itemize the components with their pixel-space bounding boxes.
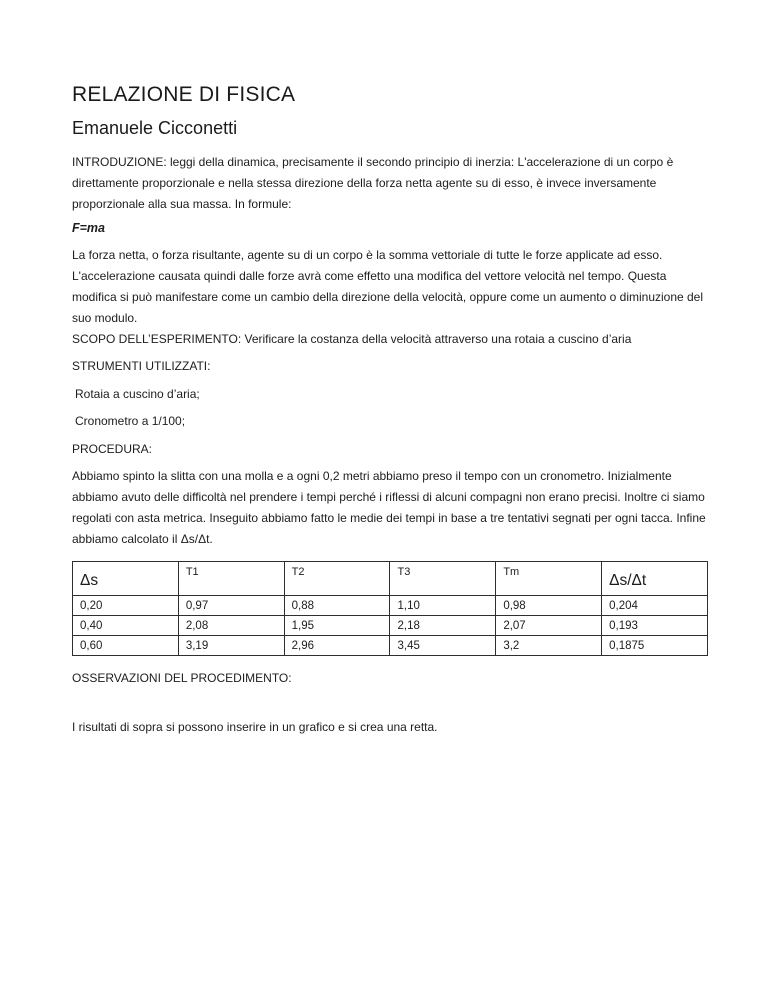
table-cell: 1,95 [284,616,390,636]
procedura-heading: PROCEDURA: [72,442,153,456]
table-cell: 0,204 [602,596,708,616]
table-row [73,636,708,656]
table-header-t2: T2 [284,562,390,596]
table-cell: 0,98 [496,596,602,616]
author-name: Emanuele Cicconetti [72,118,238,138]
table-cell: 2,96 [284,636,390,656]
table-cell: 3,19 [178,636,284,656]
strumenti-heading: STRUMENTI UTILIZZATI: [72,359,211,373]
table-header-delta-s: Δs [73,562,179,596]
table-cell: 3,2 [496,636,602,656]
procedura-paragraph: Abbiamo spinto la slitta con una molla e a ogni 0,2 metri abbiamo preso il tempo con un cronometro. Inizialmente abbiamo avuto delle difficoltà nel prendere i tempi perché i riflessi di alcuni compagni non erano precisi. Inoltre ci siamo regolati con asta metrica. Inseguito abbiamo fatto le medie dei tempi in base a tre tentativi segnati per ogni tacca. Infine abbiamo calcolato il Δs/Δt. [72,469,706,546]
table-cell: 0,60 [73,636,179,656]
table-header-tm: Tm [496,562,602,596]
table-cell: 0,40 [73,616,179,636]
table-header-row [73,562,708,596]
table-cell: 0,20 [73,596,179,616]
table-cell: 0,193 [602,616,708,636]
strumenti-item-cronometro: Cronometro a 1/100; [75,414,186,428]
osservazioni-heading: OSSERVAZIONI DEL PROCEDIMENTO: [72,671,292,685]
formula-text: F=ma [72,221,106,235]
table-cell: 2,08 [178,616,284,636]
table-cell: 0,88 [284,596,390,616]
table-header-delta-s-delta-t: Δs/Δt [602,562,708,596]
table-header-t1: T1 [178,562,284,596]
measurements-table [72,561,708,656]
strumenti-item-rotaia: Rotaia a cuscino d’aria; [75,387,200,401]
table-header-t3: T3 [390,562,496,596]
table-row [73,616,708,636]
table-row [73,596,708,616]
table-cell: 2,18 [390,616,496,636]
conclusion-paragraph: I risultati di sopra si possono inserire in un grafico e si crea una retta. [72,720,438,734]
table-cell: 3,45 [390,636,496,656]
page-title: RELAZIONE DI FISICA [72,83,296,106]
table-cell: 1,10 [390,596,496,616]
intro-paragraph: INTRODUZIONE: leggi della dinamica, precisamente il secondo principio di inerzia: L'accelerazione di un corpo è direttamente proporzionale e nella stessa direzione della forza netta agente su di esso, è invece inversamente proporzionale alla sua massa. In formule: [72,155,674,211]
force-paragraph: La forza netta, o forza risultante, agente su di un corpo è la somma vettoriale di tutte le forze applicate ad esso. L'accelerazione causata quindi dalle forze avrà come effetto una modifica del vettore velocità nel tempo. Questa modifica si può manifestare come un cambio della direzione della velocità, oppure come un aumento o diminuzione del suo modulo. [72,248,704,325]
scopo-paragraph: SCOPO DELL’ESPERIMENTO: Verificare la costanza della velocità attraverso una rotaia a cuscino d’aria [72,332,632,346]
table-cell: 2,07 [496,616,602,636]
table-cell: 0,1875 [602,636,708,656]
table-cell: 0,97 [178,596,284,616]
